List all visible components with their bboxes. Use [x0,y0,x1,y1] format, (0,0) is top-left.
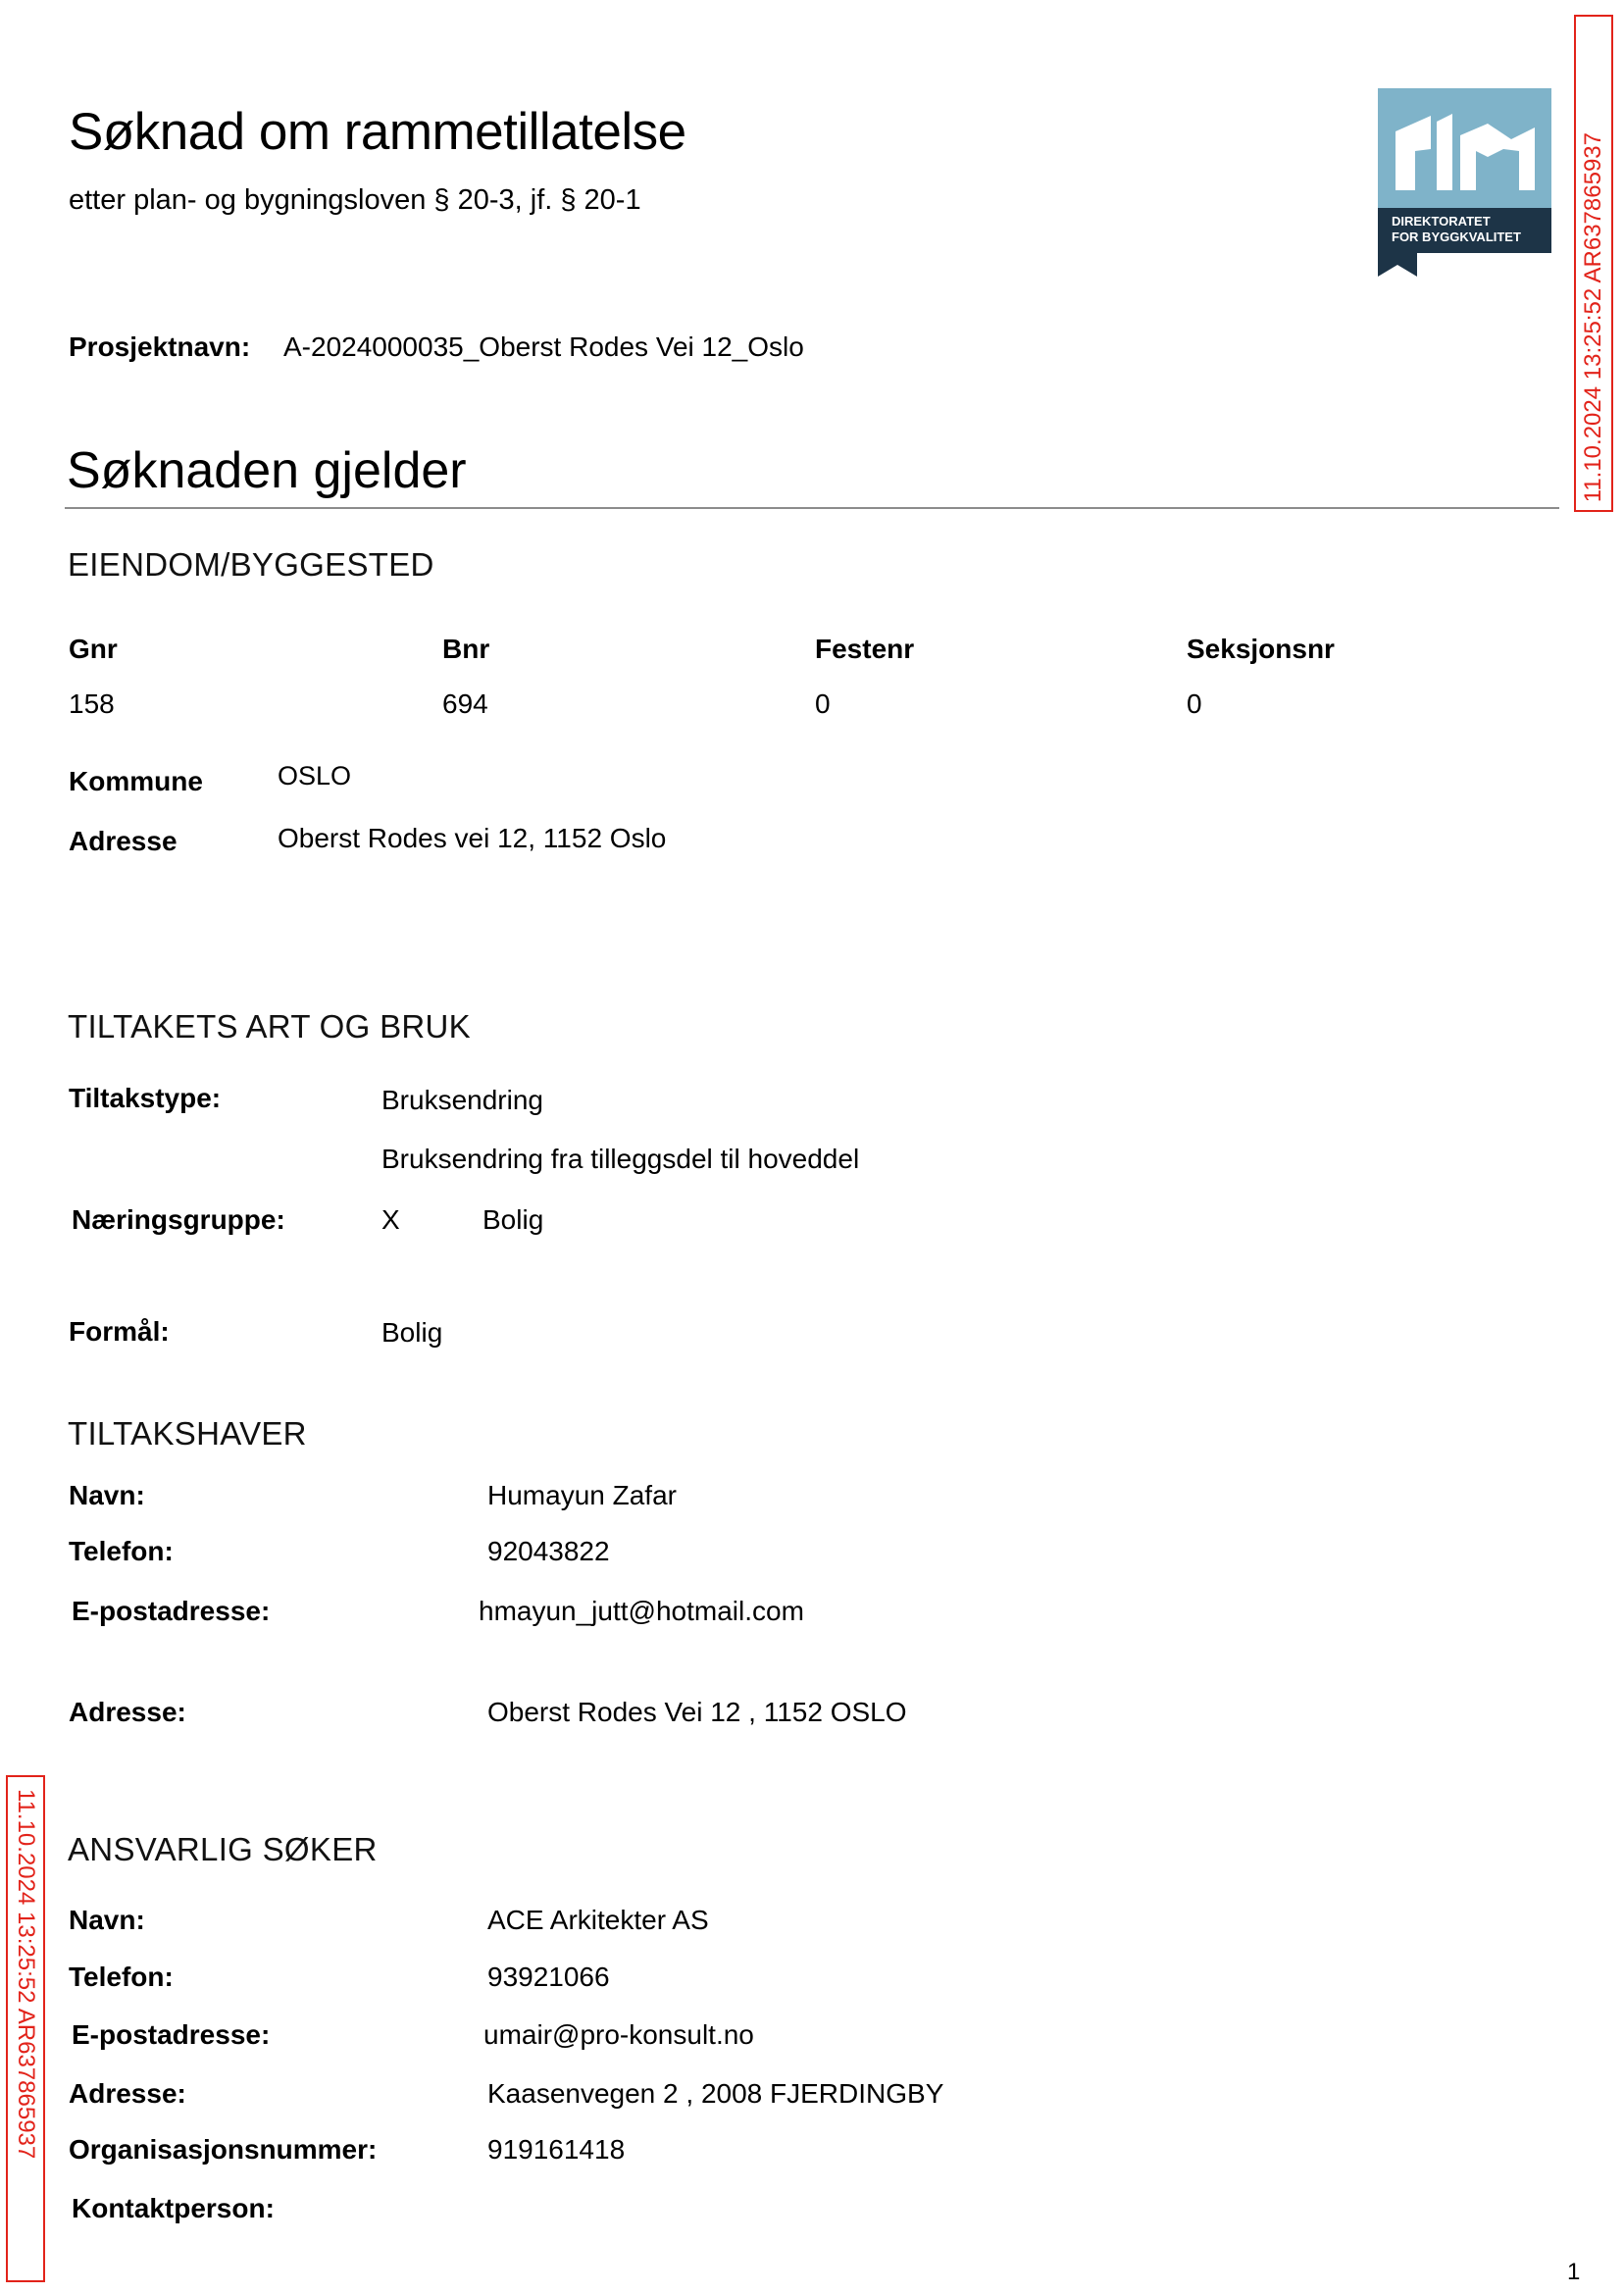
bnr-label: Bnr [442,634,490,664]
tiltakstype-description: Bruksendring fra tilleggsdel til hoveddel [381,1144,860,1174]
applicant-heading: ANSVARLIG SØKER [68,1831,378,1867]
naeringsgruppe-value: Bolig [482,1204,544,1235]
dibk-logo [1378,88,1551,277]
gnr-label: Gnr [69,634,118,664]
applicant-telefon-label: Telefon: [69,1962,174,1992]
adresse-label: Adresse [69,826,178,856]
applicant-epost-label: E-postadresse: [72,2019,271,2050]
project-label: Prosjektnavn: [69,331,251,362]
formal-label: Formål: [69,1316,170,1347]
owner-epost-value: hmayun_jutt@hotmail.com [479,1596,804,1626]
tiltakstype-label: Tiltakstype: [69,1083,222,1113]
owner-navn-value: Humayun Zafar [487,1480,677,1510]
applicant-navn-value: ACE Arkitekter AS [487,1905,709,1935]
festenr-value: 0 [815,688,831,719]
owner-telefon-label: Telefon: [69,1536,174,1566]
owner-heading: TILTAKSHAVER [68,1415,307,1452]
document-subtitle: etter plan- og bygningsloven § 20-3, jf. § 20-1 [69,184,641,216]
stamp-text: 11.10.2024 13:25:52 AR637865937 [1580,131,1606,502]
owner-adresse-label: Adresse: [69,1697,186,1727]
section-divider [65,507,1559,509]
applicant-adresse-label: Adresse: [69,2078,186,2109]
naeringsgruppe-code: X [381,1204,400,1235]
stamp-text: 11.10.2024 13:25:52 AR637865937 [13,1789,39,2160]
applicant-adresse-value: Kaasenvegen 2 , 2008 FJERDINGBY [487,2078,944,2109]
tiltakstype-value: Bruksendring [381,1085,543,1115]
seksjonsnr-label: Seksjonsnr [1187,634,1335,664]
owner-telefon-value: 92043822 [487,1536,610,1566]
gnr-value: 158 [69,688,115,719]
adresse-value: Oberst Rodes vei 12, 1152 Oslo [278,823,667,853]
applicant-orgnr-label: Organisasjonsnummer: [69,2134,378,2165]
section-title: Søknaden gjelder [67,442,467,499]
owner-adresse-value: Oberst Rodes Vei 12 , 1152 OSLO [487,1697,907,1727]
kommune-value: OSLO [278,761,352,790]
measure-heading: TILTAKETS ART OG BRUK [68,1008,471,1045]
logo-line2: FOR BYGGKVALITET [1392,229,1521,244]
applicant-kontakt-label: Kontaktperson: [72,2193,275,2223]
owner-epost-label: E-postadresse: [72,1596,271,1626]
festenr-label: Festenr [815,634,915,664]
archive-stamp-right [1574,15,1613,512]
formal-value: Bolig [381,1317,443,1348]
logo-line1: DIREKTORATET [1392,214,1491,229]
naeringsgruppe-label: Næringsgruppe: [72,1204,285,1235]
project-name: A-2024000035_Oberst Rodes Vei 12_Oslo [283,331,804,362]
applicant-epost-value: umair@pro-konsult.no [483,2019,754,2050]
applicant-orgnr-value: 919161418 [487,2134,626,2165]
bnr-value: 694 [442,688,488,719]
document-title: Søknad om rammetillatelse [69,103,686,161]
kommune-label: Kommune [69,766,203,796]
archive-stamp-left [6,1775,45,2282]
applicant-navn-label: Navn: [69,1905,145,1935]
seksjonsnr-value: 0 [1187,688,1202,719]
page-number: 1 [1567,2259,1581,2285]
applicant-telefon-value: 93921066 [487,1962,610,1992]
property-heading: EIENDOM/BYGGESTED [68,546,434,583]
owner-navn-label: Navn: [69,1480,145,1510]
